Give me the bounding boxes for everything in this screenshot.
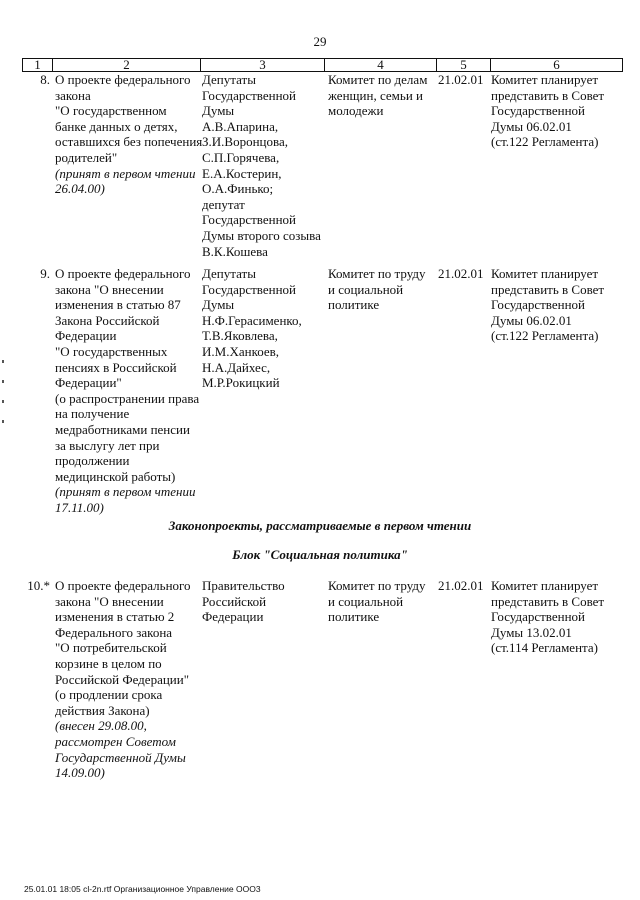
title-line: "О потребительской: [55, 640, 167, 656]
entry-number: 9.: [40, 266, 50, 281]
committee-plan: [491, 72, 609, 150]
title-line: О проекте федерального: [55, 578, 191, 593]
column-number-1: 1: [23, 59, 53, 72]
title-line: О проекте федерального: [55, 72, 191, 87]
author-line: С.П.Горячева,: [202, 149, 280, 165]
reading-note: (принят в первом чтении: [55, 484, 196, 500]
plan-line: Государственной: [491, 103, 586, 119]
author-line: Н.Ф.Герасименко,: [202, 312, 302, 328]
author-line: Думы: [202, 297, 235, 313]
title-line: медицинской работы): [55, 468, 176, 484]
plan-line: представить в Совет: [491, 87, 605, 103]
bill-authors: [202, 578, 322, 625]
title-line: изменения в статью 87: [55, 297, 181, 313]
author-line: Депутаты: [202, 72, 256, 87]
author-line: А.В.Апарина,: [202, 118, 279, 134]
bill-title: [55, 266, 200, 516]
author-line: М.Р.Рокицкий: [202, 375, 280, 391]
bill-authors: [202, 72, 322, 259]
plan-line: Комитет планирует: [491, 72, 599, 87]
bill-title: [55, 578, 197, 781]
plan-line: (ст.122 Регламента): [491, 328, 599, 344]
author-line: Н.А.Дайхес,: [202, 359, 271, 375]
bill-title: [55, 72, 203, 197]
plan-line: представить в Совет: [491, 593, 605, 609]
title-line: О проекте федерального: [55, 266, 191, 281]
column-number-6: 6: [491, 59, 623, 72]
author-line: В.К.Кошева: [202, 243, 268, 259]
plan-line: Думы 06.02.01: [491, 118, 572, 134]
plan-line: представить в Совет: [491, 281, 605, 297]
column-number-row: [22, 58, 623, 72]
author-line: Государственной: [202, 212, 297, 228]
title-line: Закона Российской: [55, 312, 160, 328]
committee-line: молодежи: [328, 103, 384, 119]
title-line: за выслугу лет при: [55, 437, 160, 453]
reading-note: 14.09.00): [55, 765, 105, 781]
plan-line: Думы 06.02.01: [491, 312, 572, 328]
reading-note: (внесен 29.08.00,: [55, 718, 147, 734]
author-line: Государственной: [202, 87, 297, 103]
bill-authors: [202, 266, 322, 391]
committee-line: женщин, семьи и: [328, 87, 423, 103]
author-line: Депутаты: [202, 266, 256, 281]
author-line: Е.А.Костерин,: [202, 165, 282, 181]
author-line: Думы: [202, 103, 235, 119]
committee-plan: [491, 266, 609, 344]
author-line: Федерации: [202, 609, 264, 625]
title-line: закона "О внесении: [55, 593, 164, 609]
author-line: Российской: [202, 593, 267, 609]
consideration-date: 21.02.01: [438, 266, 484, 281]
scan-mark: [2, 360, 4, 363]
title-line: действия Закона): [55, 702, 150, 718]
title-line: на получение: [55, 406, 130, 422]
consideration-date: 21.02.01: [438, 578, 484, 593]
title-line: закона: [55, 87, 91, 103]
author-line: З.И.Воронцова,: [202, 134, 288, 150]
entry-number: 8.: [40, 72, 50, 87]
plan-line: (ст.122 Регламента): [491, 134, 599, 150]
page-footer: 25.01.01 18:05 cl-2n.rtf Организационное Управление ООО3: [24, 884, 261, 894]
plan-line: (ст.114 Регламента): [491, 640, 598, 656]
title-line: (о распространении права: [55, 390, 200, 406]
author-line: Правительство: [202, 578, 285, 593]
author-line: О.А.Финько;: [202, 181, 274, 197]
reading-note: 17.11.00): [55, 499, 104, 515]
scan-mark: [2, 400, 4, 403]
committee-line: Комитет по труду: [328, 266, 426, 281]
title-line: изменения в статью 2: [55, 609, 175, 625]
page-number: 29: [313, 34, 327, 49]
title-line: Федерального закона: [55, 624, 173, 640]
title-line: родителей": [55, 149, 118, 165]
title-line: банке данных о детях,: [55, 118, 178, 134]
author-line: Думы второго созыва: [202, 227, 321, 243]
plan-line: Комитет планирует: [491, 578, 599, 593]
author-line: Государственной: [202, 281, 297, 297]
committee-plan: [491, 578, 609, 656]
reading-note: (принят в первом чтении: [55, 165, 196, 181]
committee-line: Комитет по труду: [328, 578, 426, 593]
consideration-date: 21.02.01: [438, 72, 484, 87]
scan-mark: [2, 420, 4, 423]
responsible-committee: [328, 578, 432, 625]
author-line: И.М.Ханкоев,: [202, 343, 280, 359]
column-number-4: 4: [325, 59, 437, 72]
reading-note: 26.04.00): [55, 181, 105, 197]
block-heading: Блок "Социальная политика": [232, 547, 408, 562]
column-number-2: 2: [53, 59, 201, 72]
reading-note: Государственной Думы: [55, 749, 186, 765]
section-heading: Законопроекты, рассматриваемые в первом чтении: [168, 518, 472, 533]
title-line: "О государственном: [55, 103, 167, 119]
title-line: закона "О внесении: [55, 281, 164, 297]
title-line: медработниками пенсии: [55, 421, 190, 437]
reading-note: рассмотрен Советом: [55, 733, 176, 749]
committee-line: Комитет по делам: [328, 72, 428, 87]
plan-line: Государственной: [491, 297, 586, 313]
title-line: продолжении: [55, 453, 130, 469]
column-number-3: 3: [201, 59, 325, 72]
committee-line: политике: [328, 297, 380, 313]
title-line: Российской Федерации": [55, 671, 190, 687]
entry-number: 10.*: [27, 578, 50, 593]
responsible-committee: [328, 72, 432, 119]
responsible-committee: [328, 266, 432, 313]
title-line: пенсиях в Российской: [55, 359, 177, 375]
column-number-5: 5: [437, 59, 491, 72]
scan-mark: [2, 380, 4, 383]
plan-line: Государственной: [491, 609, 586, 625]
title-line: оставшихся без попечения: [55, 134, 203, 150]
title-line: (о продлении срока: [55, 687, 163, 703]
title-line: "О государственных: [55, 343, 168, 359]
plan-line: Думы 13.02.01: [491, 624, 572, 640]
title-line: корзине в целом по: [55, 655, 162, 671]
author-line: депутат: [202, 196, 245, 212]
title-line: Федерации: [55, 328, 117, 344]
committee-line: политике: [328, 609, 380, 625]
committee-line: и социальной: [328, 593, 404, 609]
title-line: Федерации": [55, 375, 122, 391]
plan-line: Комитет планирует: [491, 266, 599, 281]
committee-line: и социальной: [328, 281, 404, 297]
author-line: Т.В.Яковлева,: [202, 328, 278, 344]
